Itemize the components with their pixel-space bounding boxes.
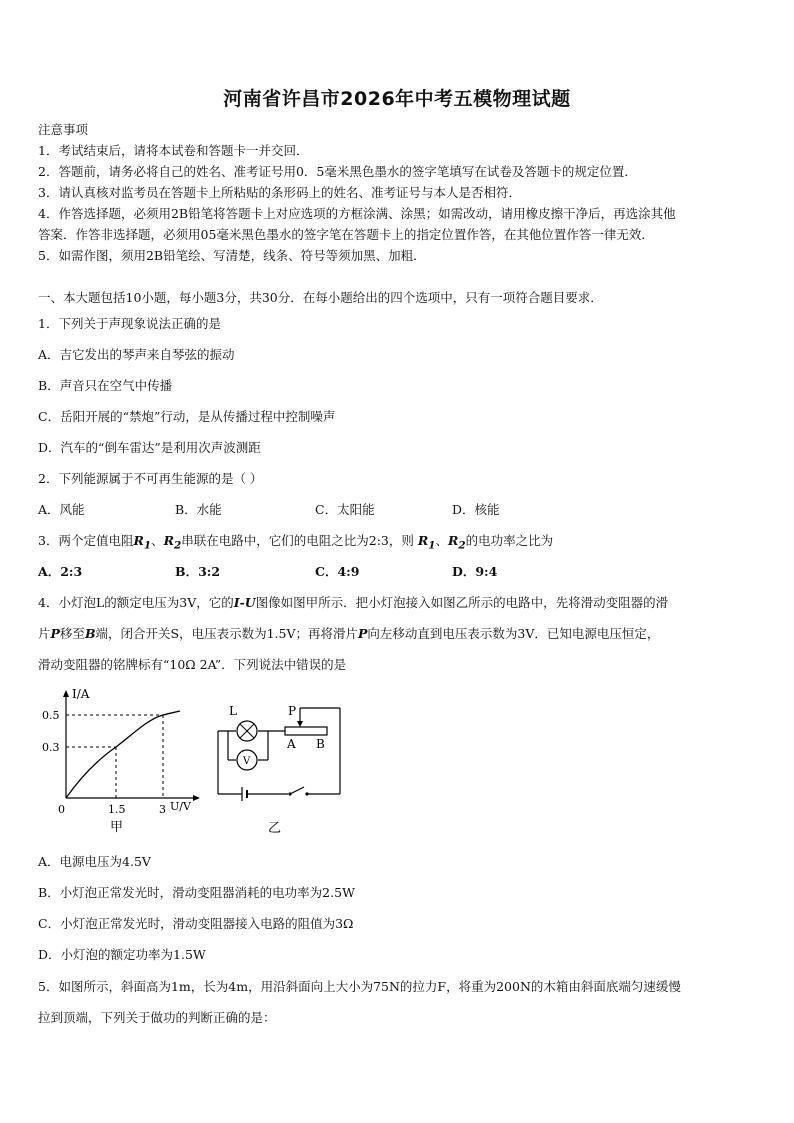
x-axis-label: U/V bbox=[170, 800, 191, 813]
slider-p-label: P bbox=[50, 626, 60, 641]
voltmeter-label: V bbox=[243, 756, 251, 767]
slider-arrow-icon bbox=[297, 721, 303, 727]
question-2-stem: 2．下列能源属于不可再生能源的是（ ） bbox=[38, 471, 263, 486]
resistor-r2: $R_2$ bbox=[163, 533, 182, 552]
question-4-line-2: 片P移至B端，闭合开关S，电压表示数为1.5V；再将滑片P向左移动直到电压表示数为3V．已知电源电压恒定， bbox=[38, 626, 660, 641]
y-axis-arrow bbox=[63, 690, 69, 697]
question-3-stem: 3．两个定值电阻$R_1$、$R_2$串联在电路中，它们的电阻之比为2:3，则 $R_1$、$R_2$的电功率之比为 bbox=[38, 533, 554, 552]
figure-caption: 甲 bbox=[110, 820, 124, 835]
question-3-option-c: C．4:9 bbox=[315, 564, 360, 579]
y-tick-label: 0.3 bbox=[42, 741, 60, 754]
iu-curve bbox=[66, 711, 180, 798]
notice-item: 2．答题前，请务必将自己的姓名、准考证号用0．5毫米黑色墨水的签字笔填写在试卷及答题卡的规定位置． bbox=[38, 164, 637, 179]
section-heading: 一、本大题包括10小题，每小题3分，共30分．在每小题给出的四个选项中，只有一项符合题目要求． bbox=[38, 290, 603, 305]
x-tick-label: 1.5 bbox=[108, 803, 126, 816]
notice-item: 1．考试结束后，请将本试卷和答题卡一并交回． bbox=[38, 143, 309, 158]
notice-item: 答案．作答非选择题，必须用05毫米黑色墨水的签字笔在答题卡上的指定位置作答，在其他位置作答一律无效． bbox=[38, 227, 654, 242]
question-1-option-b: B．声音只在空气中传播 bbox=[38, 378, 173, 393]
end-a-label: A bbox=[287, 737, 296, 751]
y-tick-label: 0.5 bbox=[42, 709, 60, 722]
question-1-option-a: A．吉它发出的琴声来自琴弦的振动 bbox=[38, 347, 235, 362]
question-4-option-a: A．电源电压为4.5V bbox=[38, 854, 151, 869]
circuit-diagram bbox=[210, 696, 350, 836]
question-4-option-c: C．小灯泡正常发光时，滑动变阻器接入电路的阻值为3Ω bbox=[38, 916, 354, 931]
end-b-label: B bbox=[316, 737, 325, 751]
iu-label: I-U bbox=[233, 595, 256, 610]
question-1-option-c: C．岳阳开展的“禁炮”行动，是从传播过程中控制噪声 bbox=[38, 409, 336, 424]
origin-label: 0 bbox=[58, 803, 65, 816]
end-b-label: B bbox=[84, 626, 96, 641]
question-1-option-d: D．汽车的“倒车雷达”是利用次声波测距 bbox=[38, 440, 261, 455]
slider-label: P bbox=[288, 704, 297, 718]
notice-item: 3．请认真核对监考员在答题卡上所粘贴的条形码上的姓名、准考证号与本人是否相符． bbox=[38, 185, 521, 200]
notice-heading: 注意事项 bbox=[38, 122, 89, 137]
x-axis-arrow bbox=[193, 795, 200, 801]
question-3-option-d: D．9:4 bbox=[452, 564, 498, 579]
question-4-line-3: 滑动变阻器的铭牌标有“10Ω 2A”．下列说法中错误的是 bbox=[38, 657, 347, 672]
page-title: 河南省许昌市2026年中考五模物理试题 bbox=[223, 88, 571, 110]
question-4-line-1: 4．小灯泡L的额定电压为3V，它的I-U图像如图甲所示．把小灯泡接入如图乙所示的电路中，先将滑动变阻器的滑 bbox=[38, 595, 669, 610]
question-4-option-d: D．小灯泡的额定功率为1.5W bbox=[38, 947, 206, 962]
resistor-r1: $R_1$ bbox=[133, 533, 152, 552]
x-tick-label: 3 bbox=[159, 803, 166, 816]
question-2-option-c: C．太阳能 bbox=[315, 502, 375, 517]
question-3-option-b: B．3:2 bbox=[175, 564, 221, 579]
lamp-label: L bbox=[229, 704, 237, 718]
figure-caption: 乙 bbox=[268, 821, 282, 836]
resistor-r2: $R_2$ bbox=[448, 533, 466, 552]
question-2-option-b: B．水能 bbox=[175, 502, 222, 517]
question-4-option-b: B．小灯泡正常发光时，滑动变阻器消耗的电功率为2.5W bbox=[38, 885, 355, 900]
iu-graph bbox=[38, 686, 208, 836]
question-3-option-a: A．2:3 bbox=[38, 564, 83, 579]
question-2-option-a: A．风能 bbox=[38, 502, 85, 517]
notice-item: 4．作答选择题，必须用2B铅笔将答题卡上对应选项的方框涂满、涂黑；如需改动，请用橡皮擦干净后，再选涂其他 bbox=[38, 206, 676, 221]
y-axis-label: I/A bbox=[72, 687, 90, 701]
switch-icon bbox=[290, 787, 304, 794]
question-1-stem: 1．下列关于声现象说法正确的是 bbox=[38, 316, 221, 331]
notice-item: 5．如需作图，须用2B铅笔绘、写清楚，线条、符号等须加黑、加粗． bbox=[38, 248, 426, 263]
question-2-option-d: D．核能 bbox=[452, 502, 500, 517]
resistor-r1: $R_1$ bbox=[417, 533, 436, 552]
slider-p-label: P bbox=[358, 626, 368, 641]
question-5-line-1: 5．如图所示，斜面高为1m，长为4m，用沿斜面向上大小为75N的拉力F，将重为200N的木箱由斜面底端匀速缓慢 bbox=[38, 979, 681, 994]
rheostat-icon bbox=[285, 727, 327, 735]
question-5-line-2: 拉到顶端，下列关于做功的判断正确的是： bbox=[38, 1010, 276, 1025]
